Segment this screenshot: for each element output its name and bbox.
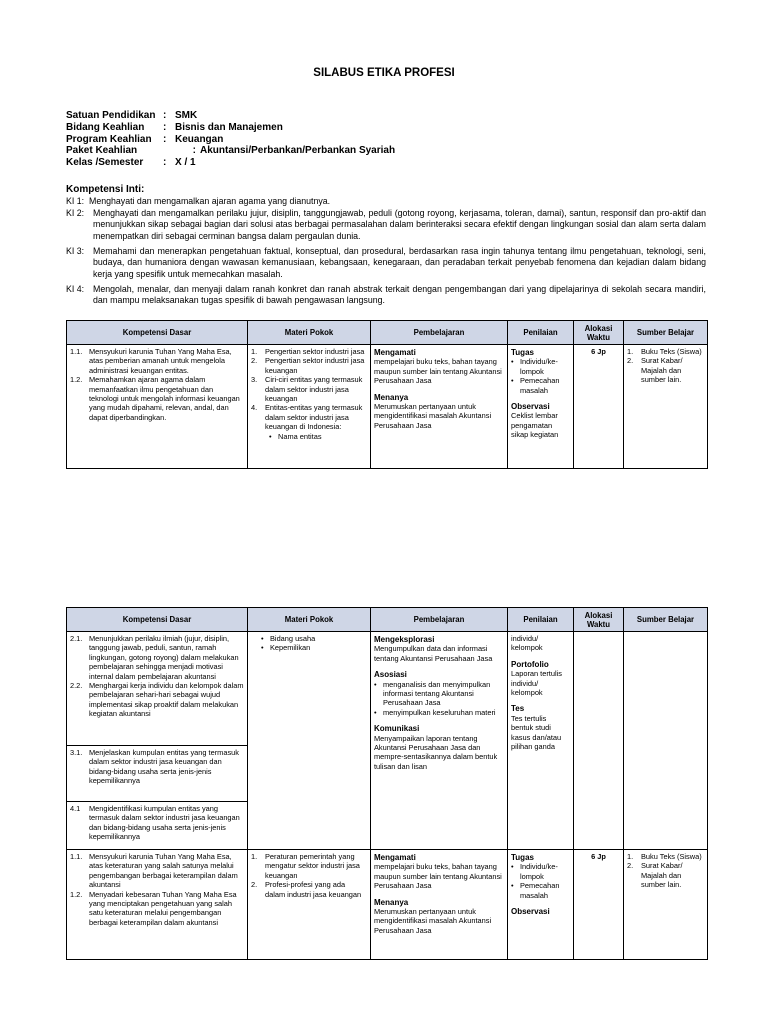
penilaian-cell [508,632,574,850]
meta-row: Bidang Keahlian : Bisnis dan Manajemen [66,121,283,133]
materi-bullet: • Nama entitas [269,431,322,441]
header-materi-pokok: Materi Pokok [248,608,371,632]
kd-cell [67,345,248,469]
ki-item [66,246,706,280]
pembelajaran-cell [371,345,508,469]
activity-heading: Mengeksplorasi [374,635,435,644]
meta-label: Satuan Pendidikan [66,110,156,121]
syllabus-table-1 [66,320,708,469]
assessment-text: Ceklist lembar pengamatan sikap kegiatan [511,411,559,440]
header-materi-pokok: Materi Pokok [248,321,371,345]
sumber-cell [624,850,708,960]
header-kompetensi-dasar: Kompetensi Dasar [67,608,248,632]
kd-cell [67,632,248,746]
source-item: 2. Surat Kabar/ Majalah dan sumber lain. [627,861,683,890]
kd-cell [67,746,248,802]
document-title: SILABUS ETIKA PROFESI [313,67,455,79]
assessment-text: individu/ kelompok [511,634,543,653]
ki-text: Mengolah, menalar, dan menyaji dalam ranah konkret dan ranah abstrak terkait dengan pengembangan dari yang dipelajarinya di sekolah secara mandiri, dan mampu melaksanakan tugas spesifik di bawah pengawasan langsung. [93,284,706,306]
assessment-heading: Tes [511,704,525,714]
assessment-bullet: • Individu/ke-lompok [511,357,558,376]
materi-cell [248,632,371,850]
meta-label: Paket Keahlian [66,145,138,157]
kd-cell [67,850,248,960]
ki-text: Menghayati dan mengamalkan ajaran agama yang dianutnya. [89,196,331,206]
header-pembelajaran: Pembelajaran [371,321,508,345]
assessment-text: Laporan tertulis individu/ kelompok [511,669,562,698]
materi-cell [248,850,371,960]
activity-text: Mengumpulkan data dan informasi tentang Akuntansi Perusahaan Jasa [374,644,493,663]
table-row [67,632,708,746]
ki-label: KI 3: [66,246,85,256]
materi-item: 2. Profesi-profesi yang ada dalam industri jasa keuangan [251,880,362,899]
alokasi-cell: 6 Jp [574,850,624,960]
meta-row: Program Keahlian : Keuangan [66,133,224,145]
pembelajaran-cell [371,850,508,960]
meta-value: Akuntansi/Perbankan/Perbankan Syariah [200,145,396,157]
assessment-bullet: • Individu/ke-lompok [511,862,558,881]
activity-heading: Mengamati [374,348,416,357]
assessment-text: Tes tertulis bentuk studi kasus dan/atau pilihan ganda [511,713,562,752]
table-header-row [67,608,708,632]
ki-item [66,208,706,242]
activity-heading: Mengamati [374,853,416,862]
source-item: 1. Buku Teks (Siswa) [627,852,702,861]
ki-item [66,196,706,207]
kd-item: 2.1. Menunjukkan perilaku ilmiah (jujur, disiplin, tanggung jawab, peduli, santun, ramah lingkungan, gotong royong) dalam melakukan pembelajaran sehingga menjadi motivasi internal dalam pembelajaran akuntansi [70,634,239,681]
meta-value: SMK [175,110,198,121]
header-sumber-belajar: Sumber Belajar [624,321,708,345]
header-kompetensi-dasar: Kompetensi Dasar [67,321,248,345]
kd-item: 1.2. Memahamkan ajaran agama dalam memanfaatkan ilmu pengetahuan dan teknologi untuk mengolah informasi keuangan yang mudah dipahami, relevan, andal, dan dapat diperbandingkan. [70,375,240,422]
meta-label: Bidang Keahlian [66,121,145,133]
meta-value: Bisnis dan Manajemen [175,121,283,133]
table-row [67,345,708,469]
ki-text: Menghayati dan mengamalkan perilaku jujur, disiplin, tanggungjawab, peduli (gotong royong, kerjasama, toleran, damai), santun, responsif dan pro-aktif dan menunjukkan sikap sebagai bagian dari solusi atas berbagai permasalahan dalam berinteraksi secara efektif dengan lingkungan sosial dan alam serta dalam menempatkan diri sebagai cerminan bangsa dalam pergaulan dunia. [93,208,706,241]
activity-text: mempelajari buku teks, bahan tayang maupun sumber lain tentang Akuntansi Perusahaan Jasa [374,357,502,386]
meta-value: X / 1 [175,157,196,169]
meta-label: Program Keahlian [66,133,152,145]
activity-heading: Menanya [374,392,409,402]
penilaian-cell [508,345,574,469]
kd-item: 2.2. Menghargai kerja individu dan kelompok dalam pembelajaran sehari-hari sebagai wujud implementasi sikap proaktif dalam melakukan kegiatan akuntansi [70,681,244,719]
sumber-cell [624,345,708,469]
ki-label: KI 2: [66,208,85,218]
assessment-heading: Tugas [511,348,534,357]
kd-item: 4.1 Mengidentifikasi kumpulan entitas yang termasuk dalam sektor industri jasa keuangan dan bidang-bidang usaha serta jenis-jenis kepemilikannya [70,804,240,842]
assessment-heading: Observasi [511,402,550,412]
activity-heading: Asosiasi [374,670,407,680]
kd-item: 1.1. Mensyukuri karunia Tuhan Yang Maha Esa, atas pemberian amanah untuk mengelola administrasi keuangan entitas. [70,347,232,375]
table-row [67,850,708,960]
assessment-bullet: • Pemecahan masalah [511,881,560,900]
meta-label: Kelas /Semester [66,157,144,169]
materi-item: 4. Entitas-entitas yang termasuk dalam sektor industri jasa keuangan di Indonesia: [251,403,363,432]
kd-item: 1.2. Menyadari kebesaran Tuhan Yang Maha Esa yang menciptakan pengetahuan yang salah satu keteraturan melalui pengembangan berbagai keterampilan dalam akuntansi [70,889,237,927]
assessment-bullet: • Pemecahan masalah [511,376,560,395]
activity-bullet: • menganalisis dan menyimpulkan informasi tentang Akuntansi Perusahaan Jasa [374,679,491,708]
meta-row: Kelas /Semester : X / 1 [66,157,196,169]
header-sumber-belajar: Sumber Belajar [624,608,708,632]
ki-label: KI 1: [66,196,85,206]
materi-bullet: • Kepemilikan [261,643,311,653]
materi-item: 2. Pengertian sektor industri jasa keuangan [251,356,365,375]
assessment-heading: Portofolio [511,659,549,669]
kompetensi-inti-heading: Kompetensi Inti: [66,184,145,195]
syllabus-table-2 [66,607,708,960]
meta-value: Keuangan [175,133,224,145]
materi-bullet: • Bidang usaha [261,634,316,643]
activity-text: Menyampaikan laporan tentang Akuntansi Perusahaan Jasa dan mempre-sentasikannya dalam bentuk tulisan dan lisan [374,733,498,771]
kd-cell [67,802,248,850]
header-penilaian: Penilaian [508,608,574,632]
materi-item: 1. Peraturan pemerintah yang mengatur sektor industri jasa keuangan [251,852,360,880]
kd-item: 1.1. Mensyukuri karunia Tuhan Yang Maha Esa, atas keteraturan yang salah satunya melalui pengembangan berbagai keterampilan dalam akuntansi [70,852,238,890]
activity-text: mempelajari buku teks, bahan tayang maupun sumber lain tentang Akuntansi Perusahaan Jasa [374,862,502,891]
header-penilaian: Penilaian [508,321,574,345]
materi-item: 3. Ciri-ciri entitas yang termasuk dalam sektor industri jasa keuangan [251,375,363,404]
activity-heading: Menanya [374,897,409,907]
metadata-block [66,110,395,169]
assessment-heading: Observasi [511,907,550,917]
activity-text: Merumuskan pertanyaan untuk mengidentifikasi masalah Akuntansi Perusahaan Jasa [374,907,492,935]
meta-row: Paket Keahlian : Akuntansi/Perbankan/Perbankan Syariah [66,145,396,157]
activity-bullet: • menyimpulkan keseluruhan materi [374,707,496,717]
ki-label: KI 4: [66,284,85,294]
source-item: 2. Surat Kabar/ Majalah dan sumber lain. [627,356,683,385]
alokasi-cell [574,632,624,850]
materi-item: 1. Pengertian sektor industri jasa [251,347,365,356]
meta-row: Satuan Pendidikan : SMK [66,110,198,121]
sumber-cell [624,632,708,850]
penilaian-cell [508,850,574,960]
assessment-heading: Tugas [511,853,534,862]
ki-text: Memahami dan menerapkan pengetahuan faktual, konseptual, dan prosedural, berdasarkan rasa ingin tahunya tentang ilmu pengetahuan, teknologi, seni, budaya, dan humaniora dengan wawasan kemanusiaan, kebangsaan, kenegaraan, dan peradaban terkait penyebab fenomena dan kejadian dalam bidang kerja yang spesifik untuk memecahkan masalah. [93,246,706,279]
header-alokasi-waktu: Alokasi Waktu [574,321,624,345]
activity-text: Merumuskan pertanyaan untuk mengidentifikasi masalah Akuntansi Perusahaan Jasa [374,402,492,430]
pembelajaran-cell [371,632,508,850]
alokasi-cell: 6 Jp [574,345,624,469]
header-pembelajaran: Pembelajaran [371,608,508,632]
activity-heading: Komunikasi [374,724,420,734]
materi-cell [248,345,371,469]
source-item: 1. Buku Teks (Siswa) [627,347,702,356]
kd-item: 3.1. Menjelaskan kumpulan entitas yang termasuk dalam sektor industri jasa keuangan dan bidang-bidang usaha serta jenis-jenis kepemilikannya [70,748,239,786]
ki-item [66,284,706,307]
header-alokasi-waktu: Alokasi Waktu [574,608,624,632]
table-header-row [67,321,708,345]
